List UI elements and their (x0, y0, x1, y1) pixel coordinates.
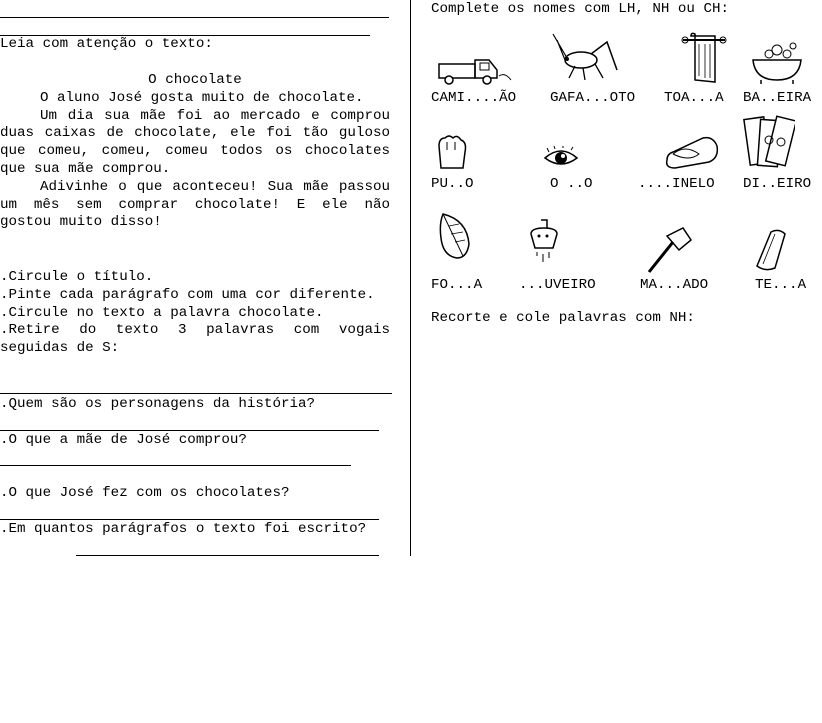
towel-icon (681, 30, 727, 86)
word-row2-4: DI..EIRO (743, 176, 812, 192)
answer-line (0, 17, 389, 18)
words-instruction: Complete os nomes com LH, NH ou CH: (431, 1, 729, 17)
answer-line (0, 430, 379, 431)
column-divider (410, 0, 411, 556)
money-icon (743, 112, 795, 172)
answer-line (76, 555, 379, 556)
word-row3-4: TE...A (755, 277, 807, 293)
word-row2-3: ....INELO (638, 176, 715, 192)
shower-icon (527, 218, 561, 274)
word-row3-3: MA...ADO (640, 277, 709, 293)
word-row1-1: CAMI....ÃO (431, 90, 517, 106)
task-4: .Retire do texto 3 palavras com vogais seguidas de S: (0, 322, 390, 357)
grasshopper-icon (551, 32, 621, 84)
question-1: .Quem são os personagens da história? (0, 396, 316, 412)
paragraph-2: Um dia sua mãe foi ao mercado e comprou duas caixas de chocolate, ele foi tão guloso que comeu, comeu, comeu todos os chocolates que sua mãe comprou. (0, 107, 390, 177)
answer-line (0, 519, 379, 520)
axe-icon (643, 226, 693, 276)
word-row3-2: ...UVEIRO (519, 277, 596, 293)
word-row2-2: O ..O (550, 176, 593, 192)
task-2: .Pinte cada parágrafo com uma cor diferente. (0, 286, 375, 303)
word-row1-4: BA..EIRA (743, 90, 812, 106)
truck-icon (437, 52, 513, 88)
word-row3-1: FO...A (431, 277, 483, 293)
answer-line (0, 465, 351, 466)
question-2: .O que a mãe de José comprou? (0, 432, 247, 448)
text-title: O chocolate (148, 72, 242, 88)
word-row1-3: TOA...A (664, 90, 724, 106)
word-row1-2: GAFA...OTO (550, 90, 636, 106)
bathtub-icon (751, 40, 803, 84)
reading-instruction: Leia com atenção o texto: (0, 36, 213, 52)
question-3: .O que José fez com os chocolates? (0, 485, 290, 501)
task-1: .Circule o título. (0, 269, 154, 285)
paragraph-1: O aluno José gosta muito de chocolate. (40, 89, 364, 106)
question-4: .Em quantos parágrafos o texto foi escrito? (0, 521, 367, 537)
answer-line (0, 393, 392, 394)
cut-paste-instruction: Recorte e cole palavras com NH: (431, 310, 695, 326)
roof-tile-icon (751, 226, 791, 272)
slipper-icon (663, 132, 721, 172)
task-3: .Circule no texto a palavra chocolate. (0, 304, 324, 321)
word-row2-1: PU..O (431, 176, 474, 192)
leaf-icon (437, 210, 473, 262)
eye-icon (543, 146, 579, 170)
paragraph-3: Adivinhe o que aconteceu! Sua mãe passou um mês sem comprar chocolate! E ele não gostou muito disso! (0, 178, 390, 231)
fist-icon (435, 132, 471, 172)
